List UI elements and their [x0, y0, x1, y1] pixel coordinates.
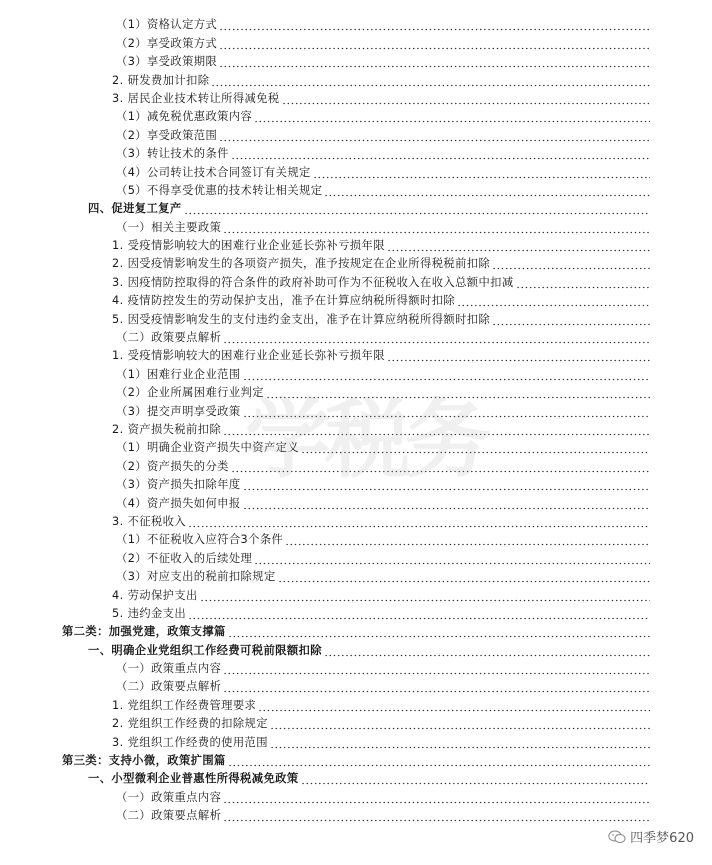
toc-dot-leader	[184, 201, 650, 215]
toc-entry-title: （2）享受政策范围	[116, 128, 218, 142]
toc-entry-title: （3）对应支出的税前扣除规定	[116, 570, 276, 584]
toc-dot-leader	[223, 220, 650, 234]
toc-entry[interactable]	[0, 345, 712, 363]
toc-dot-leader	[200, 588, 650, 602]
toc-entry[interactable]	[0, 180, 712, 198]
toc-dot-leader	[278, 569, 650, 583]
toc-dot-leader	[219, 128, 650, 142]
toc-entry-title: （一）政策重点内容	[116, 790, 222, 804]
toc-entry[interactable]	[0, 694, 712, 712]
toc-dot-leader	[387, 238, 650, 252]
toc-entry-title: （1）不征税收入应符合3个条件	[116, 533, 284, 547]
toc-entry-title: 2. 因受疫情影响发生的各项资产损失，准予按规定在企业所得税税前扣除	[112, 257, 491, 271]
toc-entry-title: （3）资产损失扣除年度	[116, 478, 241, 492]
toc-entry[interactable]	[0, 198, 712, 216]
toc-entry[interactable]	[0, 400, 712, 418]
toc-dot-leader	[223, 330, 650, 344]
toc-entry-title: （4）资产损失如何申报	[116, 496, 241, 510]
toc-dot-leader	[301, 771, 650, 785]
toc-entry[interactable]	[0, 14, 712, 32]
toc-entry-title: （一）相关主要政策	[116, 220, 222, 234]
toc-entry[interactable]	[0, 69, 712, 87]
toc-dot-leader	[219, 54, 650, 68]
toc-entry-title: 第三类：支持小微，政策扩围篇	[62, 754, 226, 768]
toc-dot-leader	[243, 367, 650, 381]
toc-entry-title: （二）政策要点解析	[116, 680, 222, 694]
toc-entry-title: （2）不征收入的后续处理	[116, 551, 253, 565]
toc-entry-title: 一、明确企业党组织工作经费可税前限额扣除	[88, 643, 322, 657]
toc-entry[interactable]	[0, 547, 712, 565]
source-badge	[604, 826, 698, 847]
toc-entry-title: （1）明确企业资产损失中资产定义	[116, 441, 300, 455]
toc-entry-title: （1）资格认定方式	[116, 18, 218, 32]
toc-dot-leader	[211, 73, 650, 87]
toc-entry[interactable]	[0, 143, 712, 161]
toc-entry-title: 3. 党组织工作经费的使用范围	[112, 735, 268, 749]
toc-entry[interactable]	[0, 603, 712, 621]
toc-entry-title: 1. 受疫情影响较大的困难行业企业延长弥补亏损年限	[112, 349, 385, 363]
toc-entry[interactable]	[0, 161, 712, 179]
toc-dot-leader	[223, 422, 650, 436]
toc-dot-leader	[243, 404, 650, 418]
toc-entry-title: （1）困难行业企业范围	[116, 367, 241, 381]
wechat-icon	[608, 830, 626, 844]
toc-entry-title: （3）享受政策期限	[116, 55, 218, 69]
toc-dot-leader	[301, 440, 650, 454]
toc-dot-leader	[219, 17, 650, 31]
toc-entry-title: 第二类：加强党建，政策支撑篇	[62, 625, 226, 639]
toc-dot-leader	[223, 679, 650, 693]
toc-entry[interactable]	[0, 327, 712, 345]
toc-entry[interactable]	[0, 382, 712, 400]
toc-dot-leader	[492, 312, 650, 326]
source-badge-label: 四季梦620	[630, 831, 694, 846]
toc-dot-leader	[188, 514, 650, 528]
toc-entry[interactable]	[0, 768, 712, 786]
toc-entry-title: 4. 疫情防控发生的劳动保护支出，准予在计算应纳税所得额时扣除	[112, 294, 456, 308]
toc-entry-title: 2. 党组织工作经费的扣除规定	[112, 717, 268, 731]
toc-entry[interactable]	[0, 32, 712, 50]
toc-entry-title: （二）政策要点解析	[116, 331, 222, 345]
toc-dot-leader	[228, 624, 650, 638]
toc-dot-leader	[387, 348, 650, 362]
toc-dot-leader	[223, 790, 650, 804]
toc-entry-title: （2）企业所属困难行业判定	[116, 386, 264, 400]
toc-dot-leader	[313, 165, 650, 179]
toc-dot-leader	[188, 606, 650, 620]
toc-dot-leader	[254, 109, 650, 123]
toc-dot-leader	[516, 275, 650, 289]
toc-entry[interactable]	[0, 676, 712, 694]
toc-entry[interactable]	[0, 437, 712, 455]
toc-dot-leader	[231, 459, 650, 473]
toc-entry[interactable]	[0, 271, 712, 289]
toc-entry[interactable]	[0, 529, 712, 547]
toc-dot-leader	[324, 183, 650, 197]
toc-entry-title: 2. 研发费加计扣除	[112, 73, 210, 87]
toc-dot-leader	[223, 808, 650, 822]
toc-entry-title: （3）提交声明享受政策	[116, 404, 241, 418]
toc-dot-leader	[282, 91, 650, 105]
toc-entry-title: （一）政策重点内容	[116, 662, 222, 676]
toc-entry-title: 3. 因疫情防控取得的符合条件的政府补助可作为不征税收入在收入总额中扣减	[112, 275, 514, 289]
toc-entry-title: 5. 因受疫情影响发生的支付违约金支出，准予在计算应纳税所得额时扣除	[112, 312, 491, 326]
toc-dot-leader	[231, 146, 650, 160]
toc-entry[interactable]	[0, 492, 712, 510]
toc-entry-title: （5）不得享受优惠的技术转让相关规定	[116, 183, 323, 197]
toc-entry-title: 1. 受疫情影响较大的困难行业企业延长弥补亏损年限	[112, 239, 385, 253]
toc-dot-leader	[285, 532, 650, 546]
toc-dot-leader	[243, 477, 650, 491]
toc-dot-leader	[324, 643, 650, 657]
toc-entry-title: 1. 党组织工作经费管理要求	[112, 698, 257, 712]
toc-entry[interactable]	[0, 658, 712, 676]
toc-entry[interactable]	[0, 731, 712, 749]
toc-dot-leader	[457, 293, 650, 307]
toc-entry[interactable]	[0, 253, 712, 271]
toc-entry-title: （二）政策要点解析	[116, 809, 222, 823]
toc-entry[interactable]	[0, 474, 712, 492]
toc-dot-leader	[270, 716, 650, 730]
toc-dot-leader	[228, 753, 650, 767]
toc-entry[interactable]	[0, 455, 712, 473]
toc-entry[interactable]	[0, 805, 712, 823]
toc-entry[interactable]	[0, 216, 712, 234]
toc-entry-title: 四、促进复工复产	[88, 202, 182, 216]
toc-entry-title: 5. 违约金支出	[112, 606, 187, 620]
toc-entry[interactable]	[0, 750, 712, 768]
toc-dot-leader	[270, 735, 650, 749]
toc-dot-leader	[266, 385, 650, 399]
toc-entry[interactable]	[0, 290, 712, 308]
toc-dot-leader	[492, 256, 650, 270]
toc-dot-leader	[243, 496, 650, 510]
toc-entry-title: 4. 劳动保护支出	[112, 588, 198, 602]
toc-entry-title: （3）转让技术的条件	[116, 147, 229, 161]
toc-entry[interactable]	[0, 235, 712, 253]
table-of-contents	[0, 14, 712, 823]
toc-entry-title: 3. 居民企业技术转让所得减免税	[112, 91, 280, 105]
toc-entry[interactable]	[0, 88, 712, 106]
toc-entry[interactable]	[0, 308, 712, 326]
toc-entry[interactable]	[0, 124, 712, 142]
toc-dot-leader	[254, 551, 650, 565]
toc-entry-title: 2. 资产损失税前扣除	[112, 422, 222, 436]
toc-entry[interactable]	[0, 511, 712, 529]
toc-dot-leader	[219, 36, 650, 50]
toc-entry-title: （4）公司转让技术合同签订有关规定	[116, 165, 311, 179]
toc-dot-leader	[258, 698, 650, 712]
toc-entry[interactable]	[0, 621, 712, 639]
toc-entry[interactable]	[0, 419, 712, 437]
toc-entry[interactable]	[0, 786, 712, 804]
toc-entry-title: 3. 不征税收入	[112, 514, 187, 528]
toc-entry-title: （1）减免税优惠政策内容	[116, 110, 253, 124]
toc-dot-leader	[223, 661, 650, 675]
toc-entry[interactable]	[0, 713, 712, 731]
toc-entry[interactable]	[0, 639, 712, 657]
toc-entry-title: （2）资产损失的分类	[116, 459, 229, 473]
toc-entry[interactable]	[0, 51, 712, 69]
toc-entry-title: （2）享受政策方式	[116, 36, 218, 50]
toc-entry-title: 一、小型微利企业普惠性所得税减免政策	[88, 772, 299, 786]
toc-entry[interactable]	[0, 363, 712, 381]
toc-entry[interactable]	[0, 106, 712, 124]
toc-entry[interactable]	[0, 584, 712, 602]
toc-entry[interactable]	[0, 566, 712, 584]
